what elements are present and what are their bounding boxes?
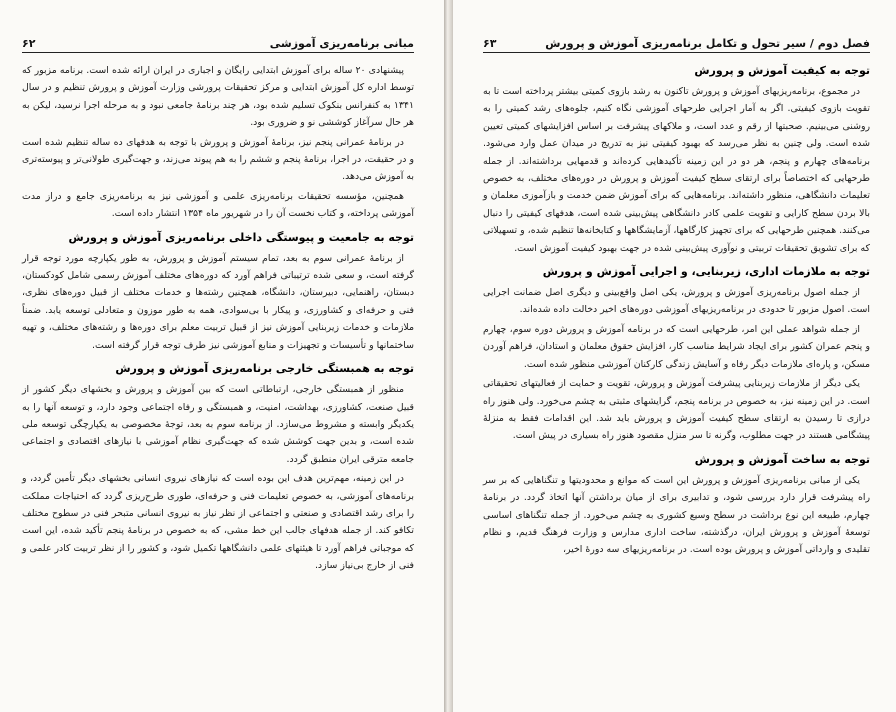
- section-heading: توجه به ساخت آموزش و پرورش: [694, 452, 870, 466]
- paragraph: از جمله شواهد عملی این امر، طرحهایی است که در برنامه آموزش و پرورش دوره سوم، چهارم و پنجم عمران کشور برای ایجاد شرایط مناسب کار، افزایش حقوق معلمان و استادان، فراهم آوردن مسکن، و پاره‌ای ملازمات دیگر رفاه و آسایش زندگی کارکنان آموزشی منظور شده است.: [483, 323, 870, 370]
- left-page: [0, 0, 444, 712]
- right-page-header: [483, 30, 870, 53]
- paragraph: پیشنهادی ۲۰ ساله برای آموزش ابتدایی رایگان و اجباری در ایران ارائه شده است. برنامه مزبور که توسط اداره کل آموزش ابتدایی و مرکز تحقیقات پرورشی وزارت آموزش و پرورش تنظیم و در سال ۱۳۴۱ به کنفرانس بنکوک تسلیم شده بود، هر چند برنامهٔ جامعی نبود و به مرحله اجرا نرسید، لیکن به هر حال سرآغاز کوششی نو و ضروری بود.: [22, 65, 414, 129]
- left-page-number: ۶۲: [22, 37, 36, 50]
- right-page-content: [483, 62, 870, 561]
- section-heading: توجه به جامعیت و پیوستگی داخلی برنامه‌ریزی آموزش و پرورش: [68, 230, 414, 244]
- section-heading: توجه به همبستگی خارجی برنامه‌ریزی آموزش و پرورش: [115, 362, 414, 376]
- paragraph: یکی دیگر از ملازمات زیربنایی پیشرفت آموزش و پرورش، تقویت و حمایت از فعالیتهای تحقیقاتی است. در این زمینه نیز، به خصوص در برنامه پنجم، گرایشهای مثبتی به چشم می‌خورد. ولی هنوز راه درازی تا رسیدن به ارتقای سطح کیفیت آموزش و پرورش باید شد. این اقدامات فقط به منزلهٔ پیشگامی هستند در جهت مطلوب، وگرنه تا سر منزل مقصود هنوز راه بسیاری در پیش است.: [483, 378, 870, 442]
- paragraph: در برنامهٔ عمرانی پنجم نیز، برنامهٔ آموزش و پرورش با توجه به هدفهای ده ساله تنظیم شده است و در حقیقت، در اجرا، برنامهٔ پنجم و ششم را به هم پیوند می‌زند، و جهت‌گیری طولانی‌تر و پیوسته‌تری به آموزش می‌دهد.: [22, 136, 414, 183]
- left-running-title: مبانی برنامه‌ریزی آموزشی: [269, 37, 414, 50]
- left-page-content: [22, 62, 414, 577]
- paragraph: یکی از مبانی برنامه‌ریزی آموزش و پرورش این است که موانع و محدودیتها و تنگناهایی که بر سر راه پیشرفت قرار دارد بررسی شود، و تدابیری برای از میان برداشتن آنها اتخاذ گردد. در برنامهٔ چهارم، طبیعه این نوع برداشت در سطح وسیع کشوری به چشم می‌خورد. از جمله تنگناهای اساسی توسعهٔ آموزش و پرورش ایران، درگذشته، ساخت اداری مدارس و وزارت فرهنگ قدیم، و نظام تقلیدی و وارداتی آموزش و پرورش بوده است. در برنامه‌ریزیهای سه دورهٔ اخیر،: [483, 474, 870, 556]
- paragraph: در مجموع، برنامه‌ریزیهای آموزش و پرورش تاکنون به رشد بازوی کمیتی بیشتر پرداخته است تا به تقویت بازوی کیفیتی. اگر به آمار اجرایی طرحهای آموزشی نگاه کنیم، جلوه‌های رشد کمیتی را به روشنی می‌بینیم. صحبتها از رقم و عدد است، و ملاکهای پیشرفت بر اساس افزایشهای کمیتی تعیین شده است. ولی چنین به نظر می‌رسد که بهبود کیفیتی نیز به تدریج در میدان عمل وارد می‌شود. برنامه‌های چهارم و پنجم، هر دو در این زمینه تأکیدهایی کرده‌اند و قدمهایی برداشته‌اند. از جمله طرحهایی که اختصاصاً برای ارتقای سطح کیفیت آموزش و پرورش در دوره‌های مختلف، به خصوص تعلیمات دانشگاهی، منظور داشته‌اند. برنامه‌هایی که برای آموزش ضمن خدمت و بازآموزی معلمان و بالا بردن سطح کارایی و تقویت علمی کادر دانشگاهی پیش‌بینی شده است، هدفهای کیفیتی را دنبال می‌کنند. همچنین طرحهایی که برای تجهیز کارگاهها، آزمایشگاهها و کتابخانه‌ها تنظیم شده، و تسهیلاتی که برای تشویق تحقیقات تربیتی و نوآوری پیش‌بینی شده در جهت بهبود کیفیت آموزش است.: [483, 86, 870, 254]
- right-page-number: ۶۳: [483, 37, 497, 50]
- paragraph: منظور از همبستگی خارجی، ارتباطاتی است که بین آموزش و پرورش و بخشهای دیگر کشور از قبیل صنعت، کشاورزی، بهداشت، امنیت، و همبستگی و رفاه اجتماعی وجود دارد، و توسعه آنها را به یکدیگر وابسته و مشروط می‌سازد. از برنامه سوم به بعد، توجهٔ مخصوصی به یکپارچگی توسعه ملی شده است، و بدین جهت کوشش شده که جهت‌گیری نظام آموزشی با نیازهای اقتصادی و اجتماعی جامعه مترقی ایران منطبق گردد.: [22, 384, 414, 465]
- section-heading: توجه به کیفیت آموزش و پرورش: [694, 64, 870, 77]
- paragraph: از برنامهٔ عمرانی سوم به بعد، تمام سیستم آموزش و پرورش، به طور یکپارچه مورد توجه قرار گرفته است، و سعی شده ترتیباتی فراهم آورد که دوره‌های مختلف آموزش رسمی شامل کودکستان، دبستان، راهنمایی، دبیرستان، دانشگاه، همچنین رشته‌ها و خدمات مختلف از قبیل دوره‌های نظری، فنی و حرفه‌ای و کشاورزی، و پیکار با بی‌سوادی، همه به طور موزون و متعادلی توسعه یابد. ضمناً ملازمات و خدمات زیربنایی آموزش نیز از قبیل تربیت معلم برای دوره‌ها و رشته‌های مختلف، و تهیه ساختمانها و تأسیسات و تجهیزات و منابع آموزشی نیز طرف توجه قرار گرفته است.: [22, 252, 414, 351]
- book-gutter: [444, 0, 452, 712]
- right-running-title: فصل دوم / سیر تحول و تکامل برنامه‌ریزی آموزش و پرورش: [545, 37, 870, 50]
- left-page-header: [22, 30, 414, 53]
- paragraph: همچنین، مؤسسه تحقیقات برنامه‌ریزی علمی و آموزشی نیز به برنامه‌ریزی جامع و دراز مدت آموزشی پرداخته، و کتاب نخست آن را در شهریور ماه ۱۳۵۴ انتشار داده است.: [22, 190, 414, 220]
- paragraph: در این زمینه، مهم‌ترین هدف این بوده است که نیازهای نیروی انسانی بخشهای دیگر تأمین گردد، و برنامه‌های آموزشی، به خصوص تعلیمات فنی و حرفه‌ای، طوری طرح‌ریزی گردد که احتیاجات مملکت را برای رشد اقتصادی و صنعتی و اجتماعی از نظر نیاز به نیروی انسانی متبحر فنی در سطوح مختلف تکافو کند. از جمله هدفهای جالب این خط مشی، که به خصوص در برنامهٔ پنجم تأکید شده، این است که موجباتی فراهم آورد تا هیئتهای علمی دانشگاهها تکمیل شود، و کشور را از نظر تربیت کادر علمی و فنی از خارج بی‌نیاز سازد.: [22, 473, 414, 572]
- right-page: [452, 0, 896, 712]
- section-heading: توجه به ملازمات اداری، زیربنایی، و اجرایی آموزش و پرورش: [542, 265, 870, 279]
- paragraph: از جمله اصول برنامه‌ریزی آموزش و پرورش، یکی اصل واقع‌بینی و دیگری اصل ضمانت اجرایی است. اصول مزبور تا حدودی در برنامه‌ریزیهای آموزشی دوره‌های اخیر دخالت داده شده‌اند.: [483, 287, 870, 316]
